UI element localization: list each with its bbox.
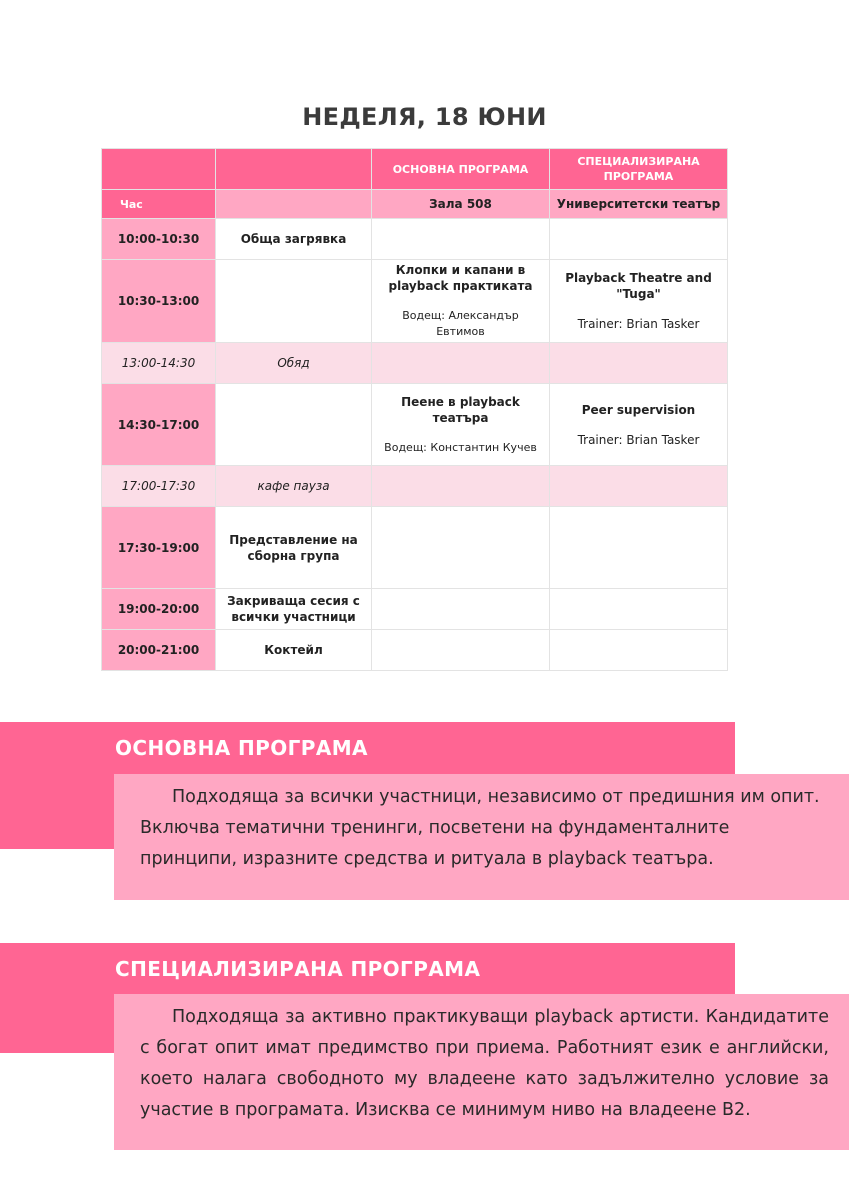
special-session-cell <box>550 260 728 343</box>
special-program-text: Подходяща за активно практикуващи playback артисти. Кандидатите с богат опит имат предимство при приема. Работният език е английски, което налага свободното му владеене като задължително условие за участие в програмата. Изисква се минимум ниво на владеене B2. <box>140 1007 829 1120</box>
header-special-program: СПЕЦИАЛИЗИРАНА ПРОГРАМА <box>550 149 728 190</box>
session-lead: Trainer: Brian Tasker <box>577 317 700 331</box>
empty-cell <box>372 589 550 630</box>
session-title: Playback Theatre and "Tuga" <box>565 271 712 301</box>
time-cell: 19:00-20:00 <box>102 589 216 630</box>
empty-cell <box>550 466 728 507</box>
empty-cell <box>550 343 728 384</box>
header-main-venue: Зала 508 <box>372 190 550 219</box>
table-row <box>102 260 728 343</box>
time-cell: 13:00-14:30 <box>102 343 216 384</box>
session-title: Пеене в playback театъра <box>401 394 520 425</box>
special-program-title: СПЕЦИАЛИЗИРАНА ПРОГРАМА <box>115 957 481 981</box>
table-row <box>102 384 728 466</box>
time-cell: 17:30-19:00 <box>102 507 216 589</box>
empty-cell <box>372 507 550 589</box>
activity-cell: кафе пауза <box>216 466 372 507</box>
main-session-cell <box>372 260 550 343</box>
schedule-table <box>101 148 728 671</box>
empty-cell <box>550 507 728 589</box>
empty-cell <box>550 630 728 671</box>
table-row <box>102 507 728 589</box>
header-empty-cell <box>216 149 372 190</box>
special-program-description <box>114 994 849 1150</box>
activity-cell: Представление на сборна група <box>216 507 372 589</box>
header-hour: Час <box>102 190 216 219</box>
session-title: Клопки и капани в playback практиката <box>388 263 533 293</box>
empty-cell <box>550 219 728 260</box>
time-cell: 10:00-10:30 <box>102 219 216 260</box>
empty-cell <box>372 343 550 384</box>
table-row <box>102 466 728 507</box>
activity-cell: Обяд <box>216 343 372 384</box>
page-title: НЕДЕЛЯ, 18 ЮНИ <box>302 103 547 131</box>
time-cell: 14:30-17:00 <box>102 384 216 466</box>
time-cell: 10:30-13:00 <box>102 260 216 343</box>
table-header-row <box>102 149 728 190</box>
empty-cell <box>550 589 728 630</box>
empty-cell <box>216 260 372 343</box>
empty-cell <box>216 384 372 466</box>
activity-cell: Коктейл <box>216 630 372 671</box>
main-session-cell <box>372 384 550 466</box>
activity-cell: Закриваща сесия с всички участници <box>216 589 372 630</box>
table-row <box>102 219 728 260</box>
header-empty-cell <box>216 190 372 219</box>
header-special-venue: Университетски театър <box>550 190 728 219</box>
time-cell: 20:00-21:00 <box>102 630 216 671</box>
main-program-description <box>114 774 849 900</box>
empty-cell <box>372 219 550 260</box>
main-program-title: ОСНОВНА ПРОГРАМА <box>115 736 368 760</box>
header-main-program: ОСНОВНА ПРОГРАМА <box>372 149 550 190</box>
header-empty-cell <box>102 149 216 190</box>
table-row <box>102 343 728 384</box>
main-program-text: Подходяща за всички участници, независимо от предишния им опит. Включва тематични тренинги, посветени на фундаменталните принципи, изразните средства и ритуала в playback театъра. <box>140 787 820 869</box>
activity-cell: Обща загрявка <box>216 219 372 260</box>
time-cell: 17:00-17:30 <box>102 466 216 507</box>
special-session-cell <box>550 384 728 466</box>
session-lead: Водещ: Константин Кучев <box>384 440 537 454</box>
table-subheader-row <box>102 190 728 219</box>
empty-cell <box>372 466 550 507</box>
session-lead: Trainer: Brian Tasker <box>577 432 700 447</box>
session-lead: Водещ: Александър Евтимов <box>402 309 519 338</box>
table-row <box>102 589 728 630</box>
table-row <box>102 630 728 671</box>
empty-cell <box>372 630 550 671</box>
session-title: Peer supervision <box>581 402 696 417</box>
